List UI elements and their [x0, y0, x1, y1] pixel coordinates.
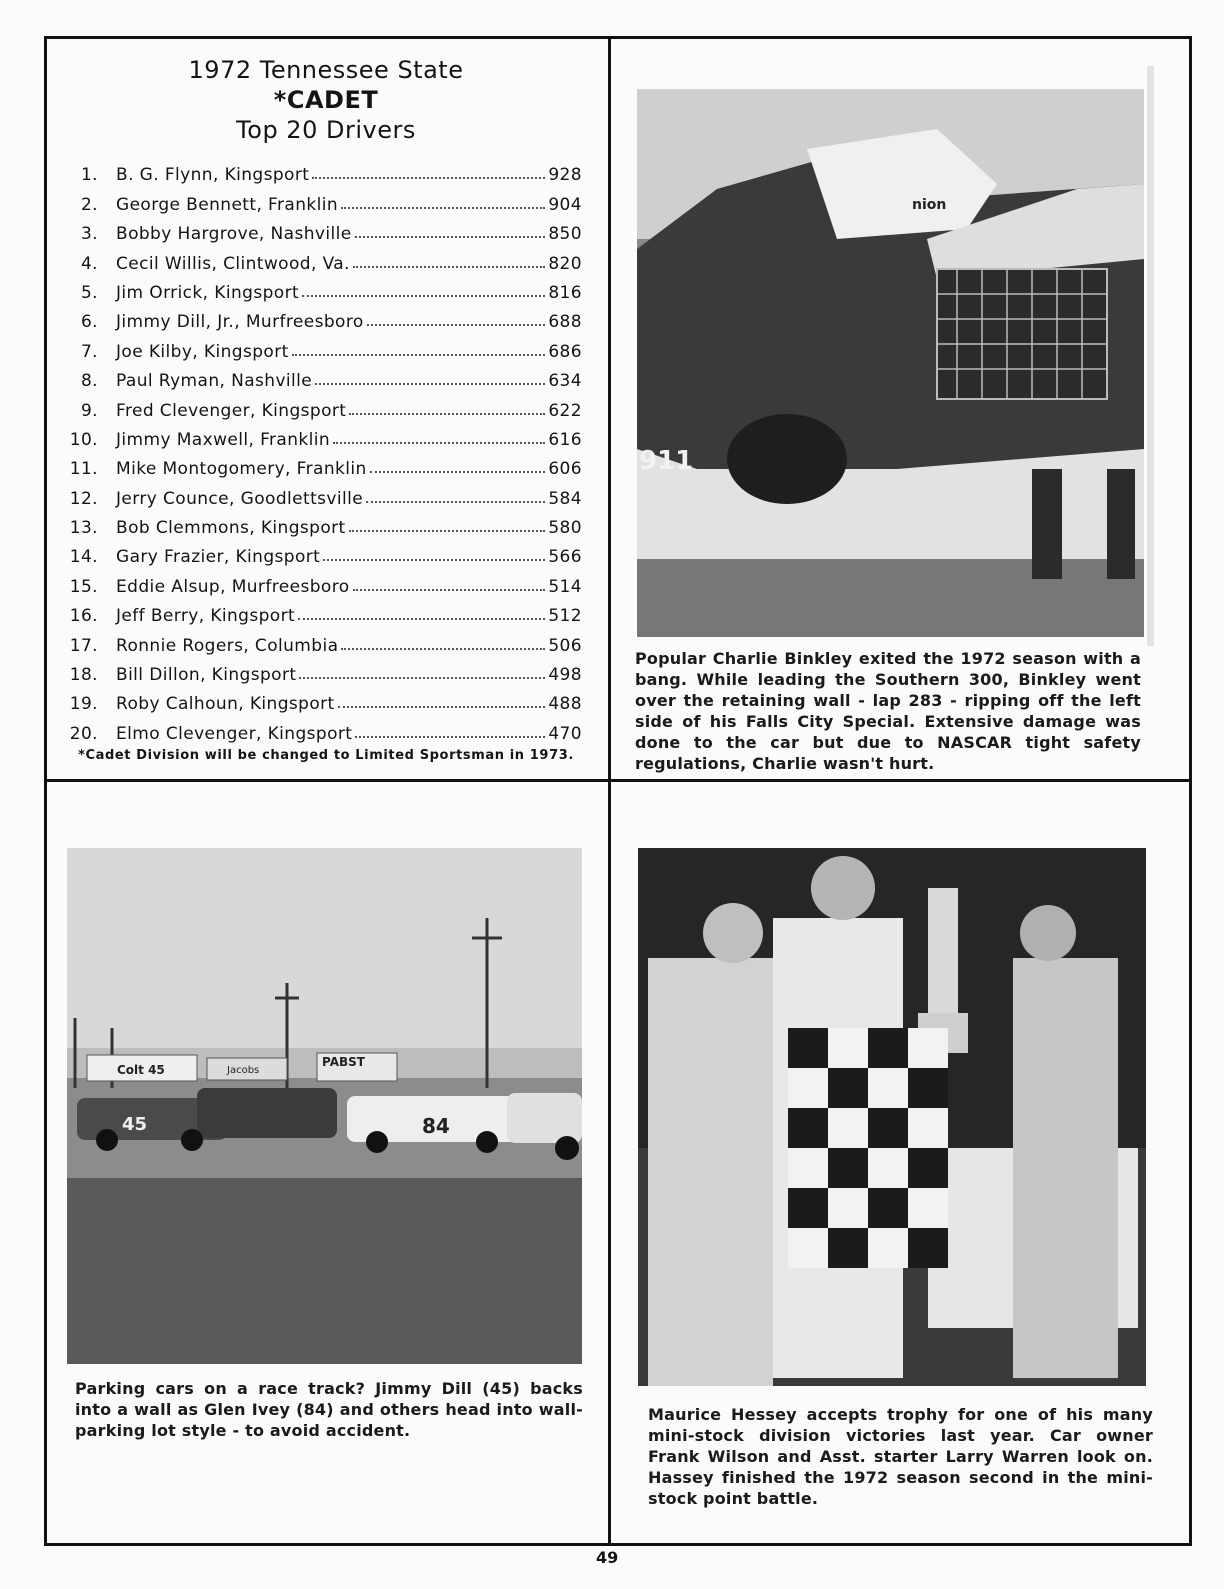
- wreck-car-number: 911: [639, 446, 694, 476]
- driver-rank: 16.: [69, 606, 98, 627]
- wreck-car-sponsor-text: nion: [912, 197, 947, 213]
- dot-leader: [298, 618, 545, 620]
- driver-points: 622: [548, 400, 582, 421]
- driver-points: 514: [548, 576, 582, 597]
- driver-points: 820: [548, 253, 582, 274]
- standings-list: [62, 156, 582, 744]
- driver-points: 686: [548, 341, 582, 362]
- dot-leader: [353, 266, 545, 268]
- dot-leader: [323, 559, 545, 561]
- dot-leader: [341, 648, 545, 650]
- column-divider: [608, 36, 611, 1546]
- driver-name: Joe Kilby, Kingsport: [116, 341, 289, 362]
- driver-rank: 9.: [80, 400, 98, 421]
- driver-row: [62, 479, 582, 508]
- driver-row: [62, 597, 582, 626]
- row-divider: [44, 779, 1192, 782]
- driver-name: Mike Montogomery, Franklin: [116, 459, 367, 480]
- driver-row: [62, 391, 582, 420]
- driver-rank: 12.: [69, 488, 98, 509]
- driver-points: 850: [548, 224, 582, 245]
- driver-row: [62, 185, 582, 214]
- dot-leader: [341, 207, 545, 209]
- sign-jacobs: Jacobs: [227, 1065, 260, 1076]
- trophy-photo-drawing: [638, 848, 1146, 1386]
- driver-name: Eddie Alsup, Murfreesboro: [116, 576, 350, 597]
- driver-row: [62, 509, 582, 538]
- dot-leader: [312, 177, 545, 179]
- driver-name: Jeff Berry, Kingsport: [116, 606, 296, 627]
- driver-row: [62, 156, 582, 185]
- dot-leader: [355, 236, 545, 238]
- dot-leader: [302, 295, 545, 297]
- driver-name: Roby Calhoun, Kingsport: [116, 694, 335, 715]
- wreck-photo: [637, 89, 1144, 637]
- driver-points: 616: [548, 429, 582, 450]
- dot-leader: [338, 706, 545, 708]
- sign-colt-45: Colt 45: [117, 1063, 165, 1077]
- driver-rank: 3.: [80, 224, 98, 245]
- driver-name: Elmo Clevenger, Kingsport: [116, 723, 353, 744]
- driver-name: Bill Dillon, Kingsport: [116, 665, 297, 686]
- driver-name: Paul Ryman, Nashville: [116, 371, 313, 392]
- driver-points: 580: [548, 518, 582, 539]
- parking-photo-drawing: [67, 848, 582, 1364]
- driver-rank: 5.: [80, 282, 98, 303]
- driver-points: 470: [548, 723, 582, 744]
- dot-leader: [353, 589, 545, 591]
- checkered-flag: [788, 1028, 948, 1268]
- standings-title-line2: *CADET: [273, 86, 379, 114]
- driver-row: [62, 244, 582, 273]
- driver-name: Ronnie Rogers, Columbia: [116, 635, 339, 656]
- driver-points: 498: [548, 665, 582, 686]
- driver-rank: 19.: [69, 694, 98, 715]
- driver-rank: 15.: [69, 576, 98, 597]
- driver-row: [62, 538, 582, 567]
- driver-points: 566: [548, 547, 582, 568]
- standings-title-line1: 1972 Tennessee State: [188, 56, 464, 84]
- driver-name: Fred Clevenger, Kingsport: [116, 400, 347, 421]
- dot-leader: [333, 442, 545, 444]
- driver-row: [62, 567, 582, 596]
- driver-row: [62, 626, 582, 655]
- driver-name: Gary Frazier, Kingsport: [116, 547, 321, 568]
- driver-row: [62, 215, 582, 244]
- driver-name: B. G. Flynn, Kingsport: [116, 165, 310, 186]
- driver-row: [62, 450, 582, 479]
- driver-row: [62, 362, 582, 391]
- dot-leader: [370, 471, 545, 473]
- driver-rank: 11.: [69, 459, 98, 480]
- driver-name: Cecil Willis, Clintwood, Va.: [116, 253, 350, 274]
- page-number: 49: [596, 1548, 619, 1567]
- car-number-84: 84: [422, 1114, 450, 1138]
- trophy-photo: [638, 848, 1146, 1386]
- driver-points: 606: [548, 459, 582, 480]
- parking-photo: [67, 848, 582, 1364]
- driver-name: Jimmy Dill, Jr., Murfreesboro: [116, 312, 364, 333]
- driver-rank: 13.: [69, 518, 98, 539]
- driver-rank: 17.: [69, 635, 98, 656]
- parking-caption: Parking cars on a race track? Jimmy Dill (45) backs into a wall as Glen Ivey (84) and others head into wall-parking lot style - to avoid accident.: [75, 1379, 583, 1440]
- driver-points: 512: [548, 606, 582, 627]
- driver-row: [62, 421, 582, 450]
- dot-leader: [355, 736, 545, 738]
- driver-rank: 8.: [80, 371, 98, 392]
- dot-leader: [292, 354, 545, 356]
- driver-name: Bob Clemmons, Kingsport: [116, 518, 346, 539]
- dot-leader: [315, 383, 545, 385]
- driver-points: 584: [548, 488, 582, 509]
- dot-leader: [349, 413, 545, 415]
- driver-row: [62, 274, 582, 303]
- driver-rank: 2.: [80, 194, 98, 215]
- driver-points: 488: [548, 694, 582, 715]
- standings-title-line3: Top 20 Drivers: [236, 116, 416, 144]
- dot-leader: [299, 677, 545, 679]
- driver-name: George Bennett, Franklin: [116, 194, 339, 215]
- driver-row: [62, 332, 582, 361]
- wreck-photo-drawing: [637, 89, 1144, 637]
- driver-name: Jimmy Maxwell, Franklin: [116, 429, 331, 450]
- driver-name: Jerry Counce, Goodlettsville: [116, 488, 364, 509]
- driver-points: 904: [548, 194, 582, 215]
- driver-name: Bobby Hargrove, Nashville: [116, 224, 352, 245]
- driver-row: [62, 685, 582, 714]
- driver-points: 634: [548, 371, 582, 392]
- driver-rank: 10.: [69, 429, 98, 450]
- driver-name: Jim Orrick, Kingsport: [116, 282, 300, 303]
- dot-leader: [366, 501, 545, 503]
- driver-row: [62, 714, 582, 743]
- driver-row: [62, 656, 582, 685]
- driver-rank: 6.: [80, 312, 98, 333]
- trophy-caption: Maurice Hessey accepts trophy for one of his many mini-stock division victories last year. Car owner Frank Wilson and Asst. starter Larry Warren look on. Hassey finished the 1972 season second in the mini-stock point battle.: [648, 1405, 1153, 1508]
- driver-rank: 1.: [80, 165, 98, 186]
- driver-rank: 20.: [69, 723, 98, 744]
- driver-rank: 18.: [69, 665, 98, 686]
- driver-points: 688: [548, 312, 582, 333]
- driver-points: 816: [548, 282, 582, 303]
- car-number-45: 45: [122, 1114, 148, 1135]
- driver-row: [62, 303, 582, 332]
- driver-points: 506: [548, 635, 582, 656]
- standings-footnote: *Cadet Division will be changed to Limited Sportsman in 1973.: [78, 748, 574, 763]
- dot-leader: [349, 530, 545, 532]
- driver-rank: 14.: [69, 547, 98, 568]
- dot-leader: [367, 324, 545, 326]
- sign-pabst: PABST: [322, 1055, 365, 1069]
- wreck-caption: Popular Charlie Binkley exited the 1972 season with a bang. While leading the Southern 300, Binkley went over the retaining wall - lap 283 - ripping off the left side of his Falls City Special. Extensive damage was done to the car but due to NASCAR tight safety regulations, Charlie wasn't hurt.: [635, 649, 1141, 773]
- driver-rank: 7.: [80, 341, 98, 362]
- page-edge-shadow: [1147, 66, 1154, 646]
- driver-rank: 4.: [80, 253, 98, 274]
- driver-points: 928: [548, 165, 582, 186]
